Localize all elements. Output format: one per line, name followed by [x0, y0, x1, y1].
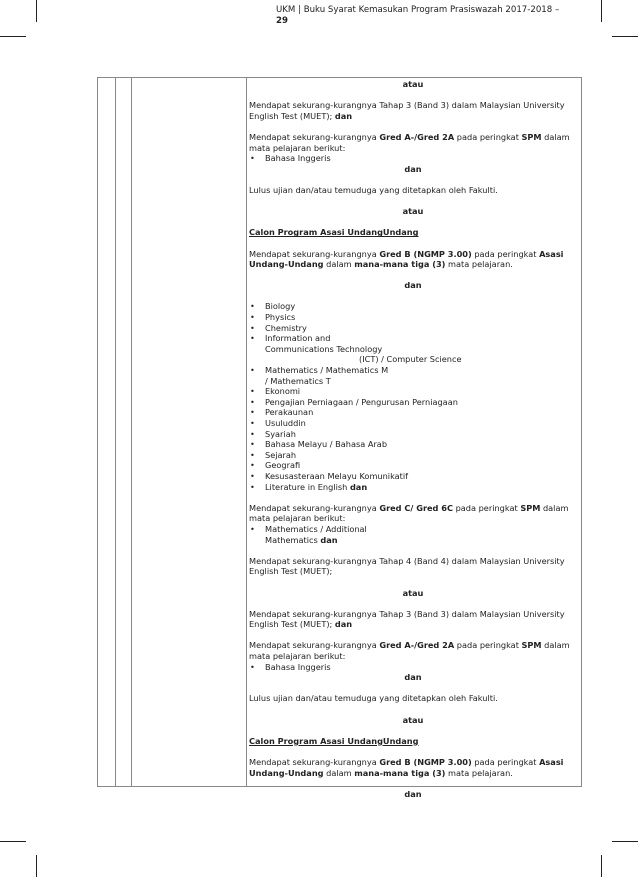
crop-mark	[612, 841, 638, 842]
atau-label: atau	[402, 587, 424, 598]
muet-band4-paragraph: Mendapat sekurang-kurangnya Tahap 4 (Band 4) dalam Malaysian University English Test (MUET);	[249, 555, 565, 577]
dan-label: dan	[404, 163, 422, 174]
requirements-cell	[249, 79, 577, 799]
lulus-paragraph: Lulus ujian dan/atau temuduga yang ditetapkan oleh Fakulti.	[249, 184, 498, 195]
subjects-line: mata pelajaran berikut:	[249, 142, 346, 153]
list-item: • Bahasa Inggeris	[250, 153, 331, 164]
asasi-paragraph: Mendapat sekurang-kurangnya Gred B (NGMP 3.00) pada peringkat Asasi Undang-Undang dalam mana-mana tiga (3) mata pelajaran.	[249, 248, 564, 270]
crop-mark	[601, 0, 602, 22]
list-item: • Bahasa Melayu / Bahasa Arab	[250, 439, 388, 450]
list-item-continuation: / Mathematics T	[265, 375, 331, 386]
lulus-paragraph: Lulus ujian dan/atau temuduga yang ditetapkan oleh Fakulti.	[249, 693, 498, 704]
spm-grade-a-paragraph: Mendapat sekurang-kurangnya Gred A-/Gred 2A pada peringkat SPM dalam	[249, 131, 570, 142]
list-item: • Pengajian Perniagaan / Pengurusan Perniagaan	[250, 396, 458, 407]
list-item: • Kesusasteraan Melayu Komunikatif	[250, 470, 409, 481]
subjects-line: mata pelajaran berikut:	[249, 651, 346, 662]
subject-list	[249, 301, 577, 492]
crop-mark	[601, 855, 602, 877]
list-item: • Information and	[250, 333, 331, 344]
section-heading: Calon Program Asasi UndangUndang	[249, 227, 419, 238]
list-item: • Mathematics / Additional	[250, 523, 367, 534]
page-header	[276, 5, 596, 27]
list-item: • Bahasa Inggeris	[250, 661, 331, 672]
list-item: • Sejarah	[250, 449, 297, 460]
list-item: • Biology	[250, 301, 296, 312]
column-divider	[131, 78, 132, 786]
crop-mark	[36, 0, 37, 22]
crop-mark	[0, 841, 26, 842]
list-item: • Syariah	[250, 428, 296, 439]
muet-band3-paragraph: Mendapat sekurang-kurangnya Tahap 3 (Band 3) dalam Malaysian University English Test (MUET); dan	[249, 100, 565, 121]
header-title: UKM | Buku Syarat Kemasukan Program Prasiswazah 2017-2018 –	[276, 5, 560, 15]
asasi-paragraph: Mendapat sekurang-kurangnya Gred B (NGMP 3.00) pada peringkat Asasi Undang-Undang dalam mana-mana tiga (3) mata pelajaran.	[249, 757, 564, 778]
page-number: 29	[276, 16, 288, 26]
list-item-continuation: Communications Technology	[265, 343, 383, 354]
dan-label: dan	[404, 280, 422, 291]
subjects-line: mata pelajaran berikut:	[249, 513, 346, 524]
crop-mark	[36, 855, 37, 877]
dan-label: dan	[404, 788, 422, 799]
list-item: • Mathematics / Mathematics M	[250, 365, 389, 376]
section-heading: Calon Program Asasi UndangUndang	[249, 735, 419, 746]
list-item: • Usuluddin	[250, 418, 306, 428]
list-item: • Geografi	[250, 460, 301, 471]
list-item-continuation: Mathematics dan	[265, 534, 338, 545]
crop-mark	[612, 36, 638, 37]
spm-grade-c-paragraph: Mendapat sekurang-kurangnya Gred C/ Gred 6C pada peringkat SPM dalam	[249, 502, 569, 513]
column-divider	[246, 78, 247, 786]
atau-label: atau	[402, 714, 424, 725]
atau-label: atau	[402, 79, 424, 89]
list-item: • Physics	[250, 312, 296, 323]
list-item-continuation: (ICT) / Computer Science	[359, 354, 462, 365]
crop-mark	[0, 36, 26, 37]
list-item: • Ekonomi	[250, 386, 301, 397]
atau-label: atau	[402, 206, 424, 217]
list-item: • Perakaunan	[250, 407, 314, 418]
muet-band3-paragraph: Mendapat sekurang-kurangnya Tahap 3 (Band 3) dalam Malaysian University English Test (MUET); dan	[249, 608, 565, 630]
spm-grade-a-paragraph: Mendapat sekurang-kurangnya Gred A-/Gred 2A pada peringkat SPM dalam	[249, 640, 570, 651]
column-divider	[115, 78, 116, 786]
list-item: • Chemistry	[250, 322, 307, 333]
list-item: • Literature in English dan	[250, 481, 368, 492]
dan-label: dan	[404, 672, 422, 683]
